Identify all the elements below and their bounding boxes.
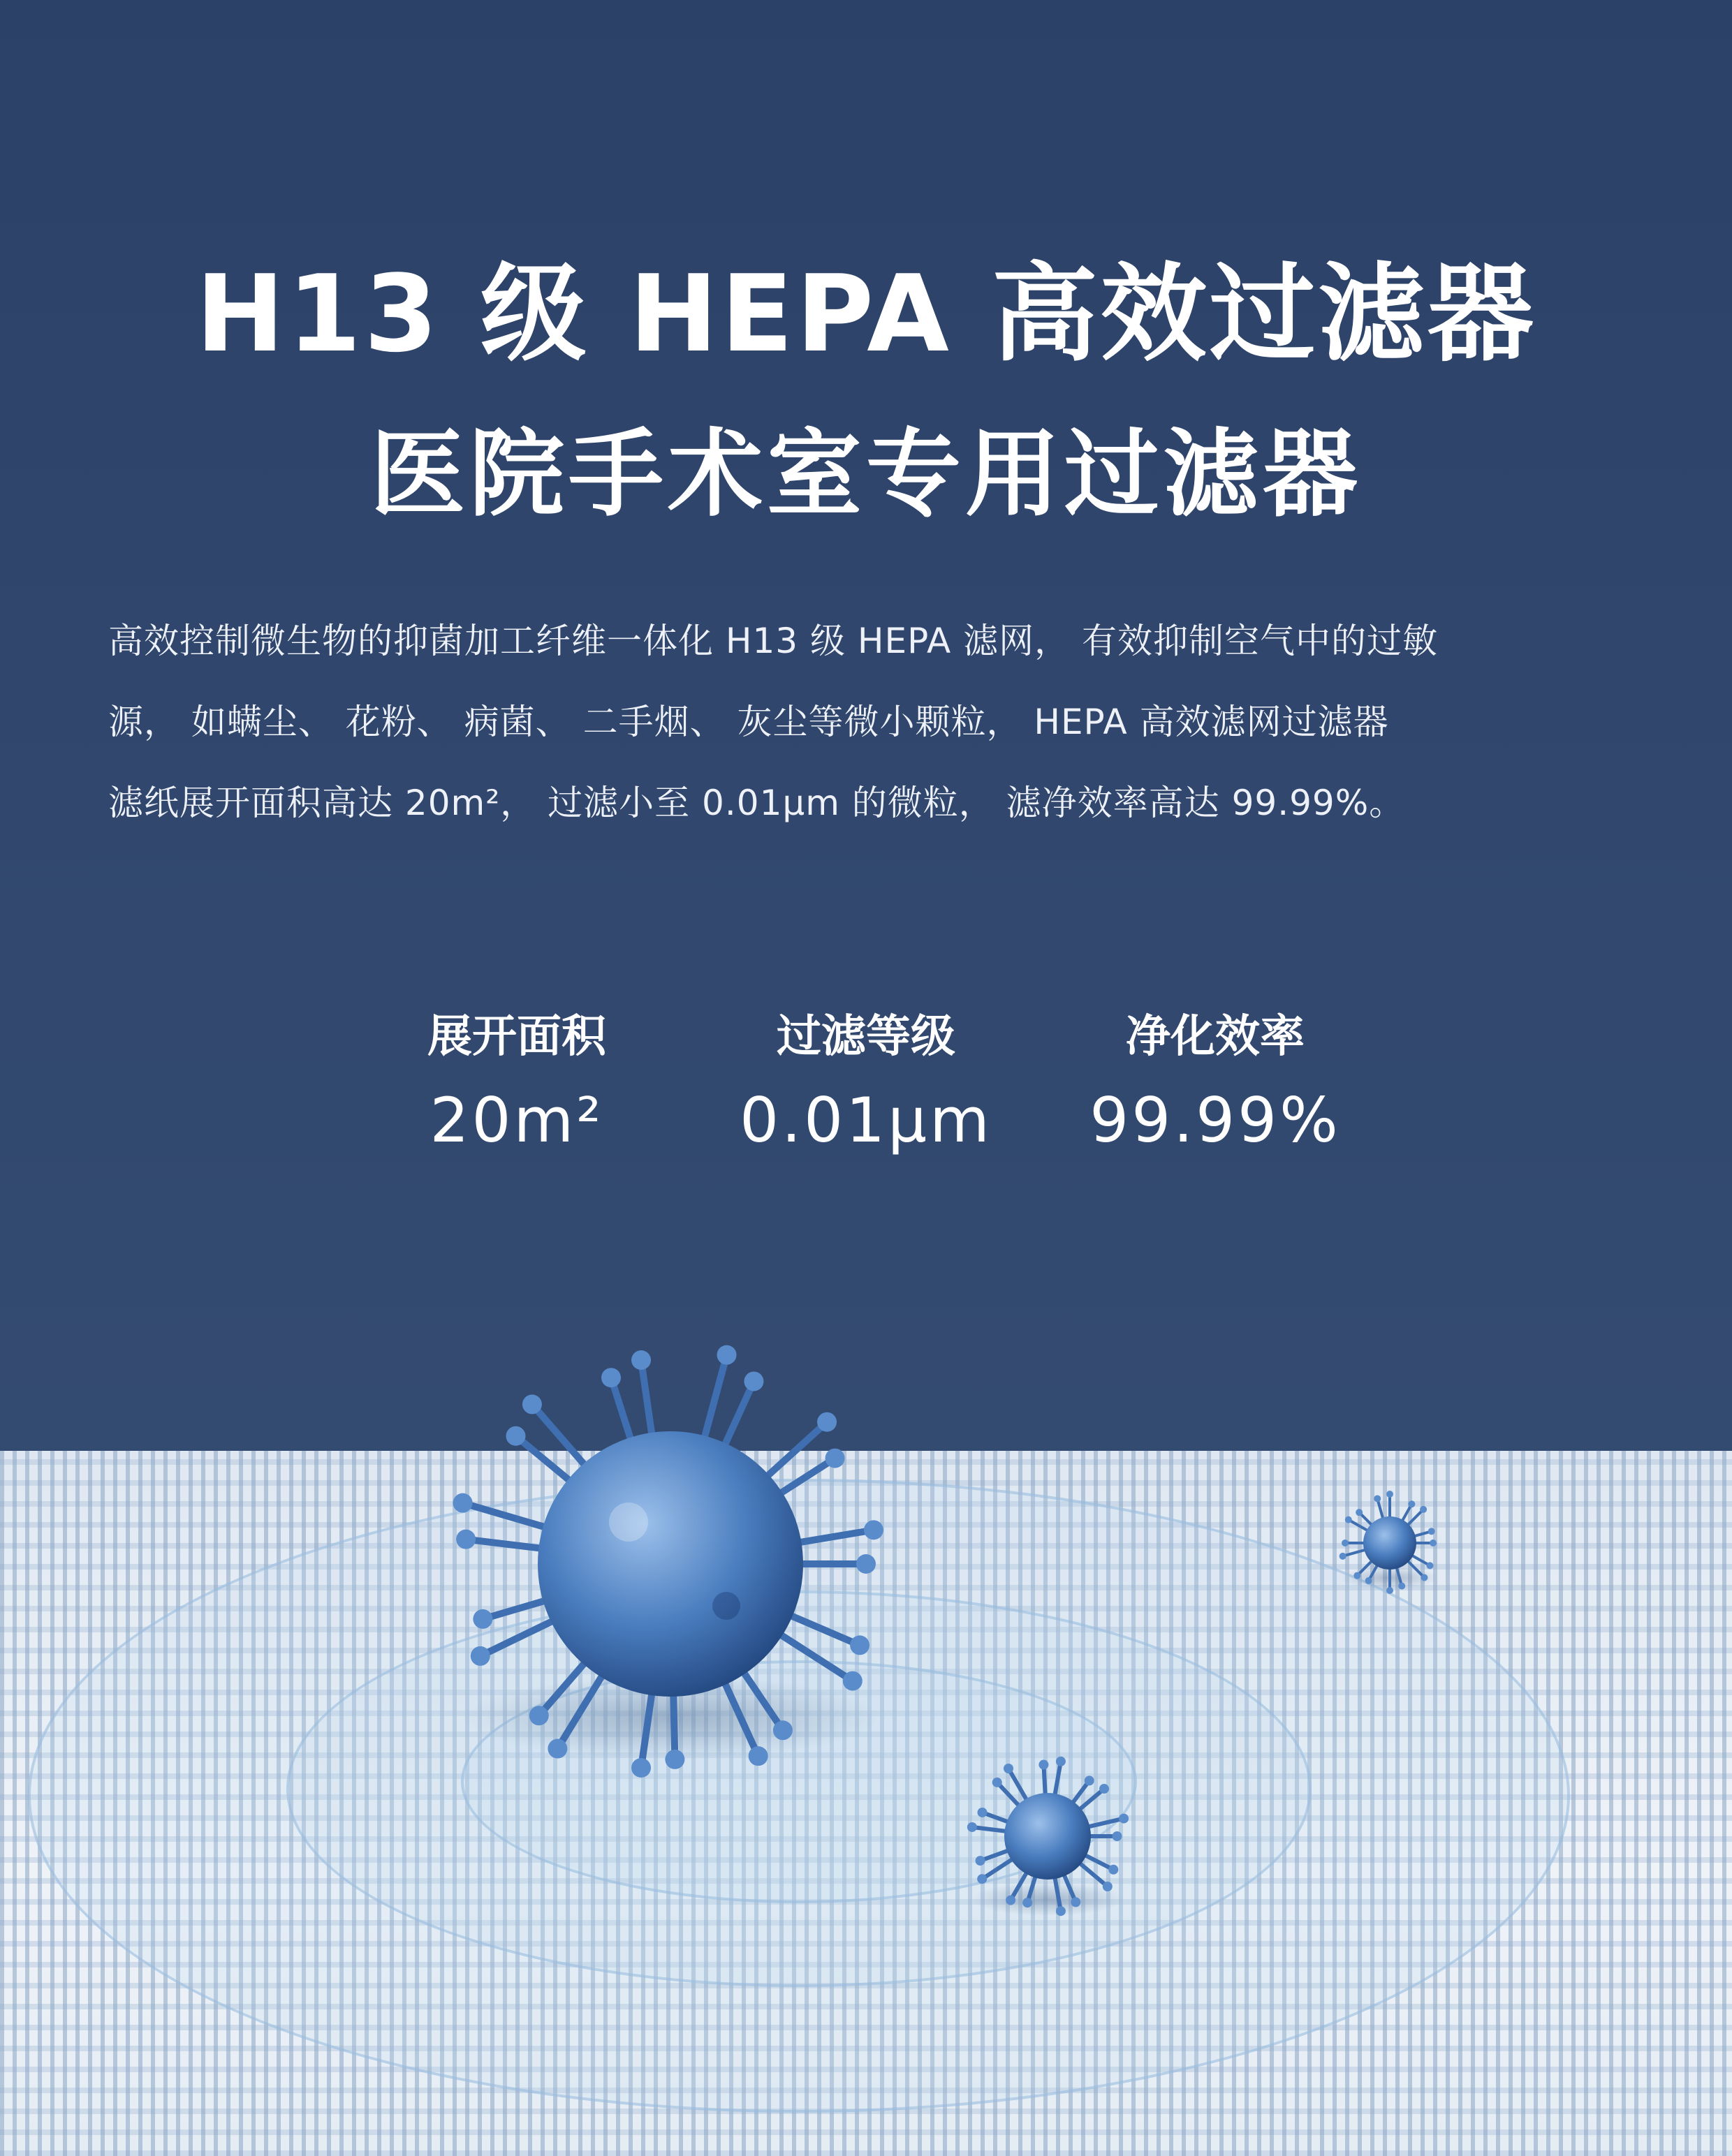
stat-grade (684, 1005, 1048, 1159)
stats-row (0, 1005, 1732, 1187)
stat-value: 0.01μm (740, 1084, 992, 1156)
stat-efficiency (1034, 1005, 1397, 1159)
stat-value: 99.99% (1089, 1084, 1341, 1156)
stat-label: 过滤等级 (777, 1011, 955, 1063)
stat-label: 展开面积 (427, 1011, 606, 1063)
ripple-ring (461, 1660, 1137, 1903)
description (108, 600, 1631, 843)
description-line: 滤纸展开面积高达 20m²， 过滤小至 0.01μm 的微粒， 滤净效率高达 99.99%。 (108, 783, 1405, 823)
stat-label: 净化效率 (1126, 1011, 1305, 1063)
page-subtitle: 医院手术室专用过滤器 (370, 420, 1362, 530)
page-title: H13 级 HEPA 高效过滤器 (196, 252, 1536, 376)
filter-surface (0, 1451, 1732, 2156)
stat-area (335, 1005, 698, 1159)
stat-value: 20m² (430, 1084, 604, 1156)
description-line: 源， 如螨尘、 花粉、 病菌、 二手烟、 灰尘等微小颗粒， HEPA 高效滤网过滤器 (108, 702, 1389, 742)
description-line: 高效控制微生物的抑菌加工纤维一体化 H13 级 HEPA 滤网， 有效抑制空气中的过敏 (108, 621, 1439, 661)
